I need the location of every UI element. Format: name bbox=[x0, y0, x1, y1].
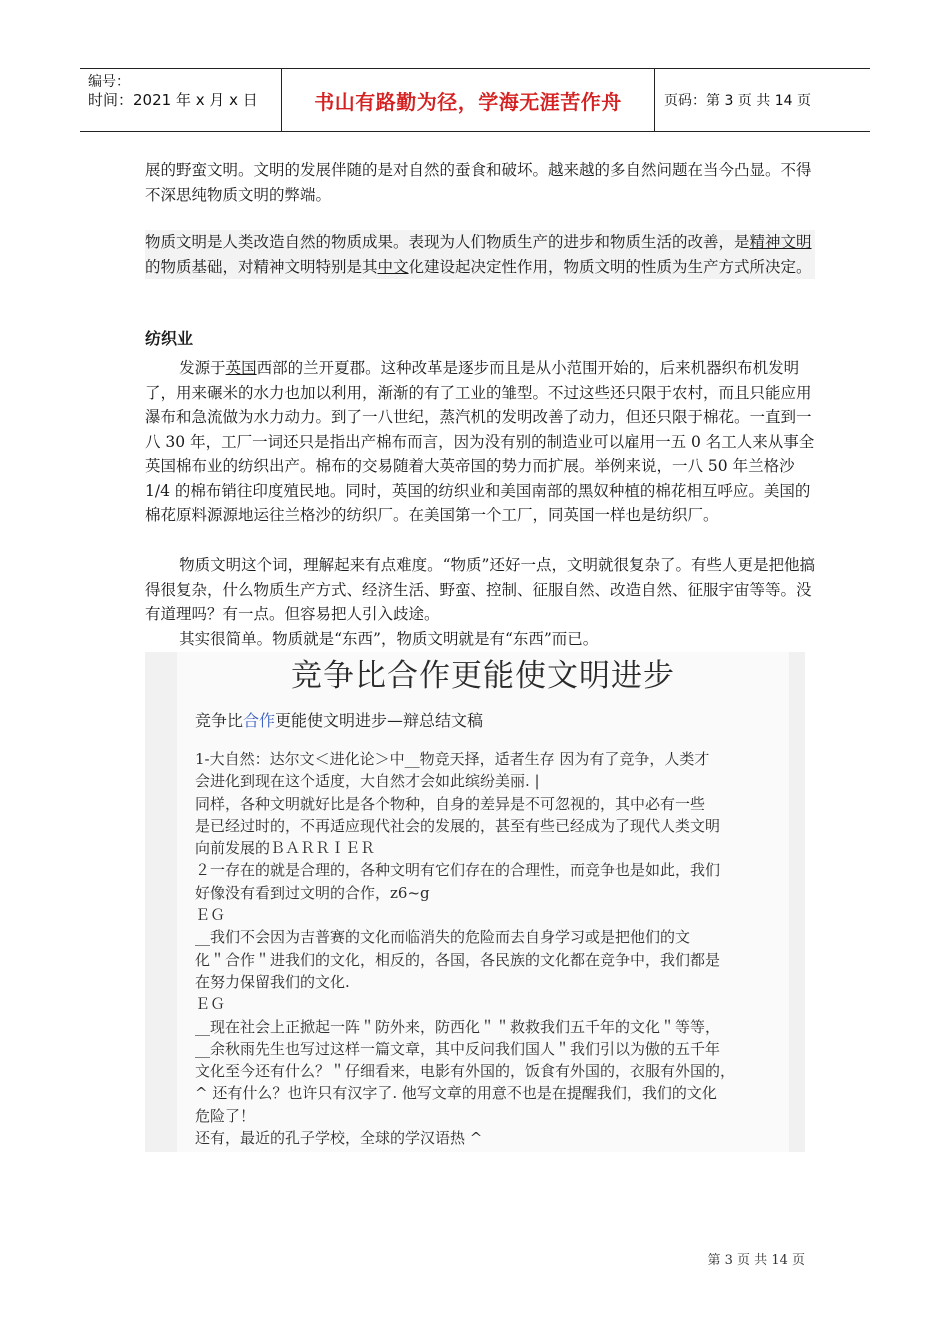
scan-line: 向前发展的ＢＡＲＲＩＥＲ bbox=[195, 839, 376, 858]
scan-line: __我们不会因为吉普赛的文化而临消失的危险而去自身学习或是把他们的文 bbox=[195, 928, 691, 947]
scan-line: 还有，最近的孔子学校，全球的学汉语热 ^ bbox=[195, 1129, 483, 1148]
scan-line: 会进化到现在这个适度，大自然才会如此缤纷美丽. | bbox=[195, 772, 540, 791]
scan-line: ２一存在的就是合理的，各种文明有它们存在的合理性，而竞争也是如此，我们 bbox=[195, 861, 721, 880]
header-right-cell bbox=[654, 69, 870, 131]
paragraph-2-text bbox=[145, 230, 815, 279]
scan-subtitle-part-b: 更能使文明进步—辩总结文稿 bbox=[275, 711, 484, 730]
header-left-cell bbox=[80, 69, 280, 131]
paragraph-1-text: 展的野蛮文明。文明的发展伴随的是对自然的蚕食和破坏。越来越的多自然问题在当今凸显。不得不深思纯物质文明的弊端。 bbox=[145, 161, 812, 204]
document-number: 编号： bbox=[88, 74, 130, 90]
link-zhongwen[interactable]: 中文 bbox=[377, 257, 409, 276]
scan-line: __余秋雨先生也写过这样一篇文章，其中反问我们国人＂我们引以为傲的五千年 bbox=[195, 1039, 721, 1058]
scan-page bbox=[177, 652, 789, 1152]
scan-body bbox=[195, 748, 785, 1149]
document-header bbox=[80, 68, 870, 132]
scan-title: 竞争比合作更能使文明进步 bbox=[291, 658, 675, 694]
scan-line: 在努力保留我们的文化. bbox=[195, 972, 350, 991]
paragraph-3-part-b: 西部的兰开夏郡。这种改革是逐步而且是从小范围开始的，后来机器织布机发明了，用来碾米的水力也加以利用，渐渐的有了工业的雏型。不过这些还只限于农村，而且只能应用瀑布和急流做为水力动力。到了一八世纪，蒸汽机的发明改善了动力，但还只限于棉花。一直到一八 30 年，工厂一词还只是指出产棉布而言，因为没有别的制造业可以雇用一五 0 名工人来从事全英国棉布业的纺织出产。棉布的交易随着大英帝国的势力而扩展。举例来说，一八 50 年兰格沙 1/4 的棉布销往印度殖民地。同时，英国的纺织业和美国南部的黑奴种植的棉花相互呼应。美国的棉花原料源源地运往兰格沙的纺织厂。在美国第一个工厂，同英国一样也是纺织厂。 bbox=[145, 359, 815, 524]
scan-line: 是已经过时的，不再适应现代社会的发展的，甚至有些已经成为了现代人类文明 bbox=[195, 816, 721, 835]
paragraph-5-text: 其实很简单。物质就是“东西”，物质文明就是有“东西”而已。 bbox=[179, 630, 599, 648]
scan-line: 文化至今还有什么？＂仔细看来，电影有外国的，饭食有外国的，衣服有外国的， bbox=[195, 1062, 736, 1081]
paragraph-2-part-a: 物质文明是人类改造自然的物质成果。表现为人们物质生产的进步和物质生活的改善，是 bbox=[145, 233, 750, 251]
scan-line: ＥＧ bbox=[195, 995, 226, 1014]
paragraph-4-text: 物质文明这个词，理解起来有点难度。“物质”还好一点，文明就很复杂了。有些人更是把他搞得很复杂，什么物质生产方式、经济生活、野蛮、控制、征服自然、改造自然、征服宇宙等等。没有道理吗？有一点。但容易把人引入歧途。 bbox=[145, 556, 815, 623]
scan-line: ＥＧ bbox=[195, 906, 226, 925]
page-code: 页码：第 3 页 共 14 页 bbox=[664, 93, 811, 109]
paragraph-3-text bbox=[145, 356, 815, 528]
paragraph-2-part-c: 化建设起决定性作用，物质文明的性质为生产方式所决定。 bbox=[408, 257, 812, 276]
page-footer: 第 3 页 共 14 页 bbox=[707, 1253, 805, 1268]
paragraph-5 bbox=[145, 627, 815, 652]
header-motto: 书山有路勤为径，学海无涯苦作舟 bbox=[314, 89, 622, 114]
scan-line: 危险了！ bbox=[195, 1106, 256, 1125]
document-date: 时间：2021 年 x 月 x 日 bbox=[88, 91, 258, 109]
scan-line: 化＂合作＂进我们的文化，相反的，各国，各民族的文化都在竞争中，我们都是 bbox=[195, 950, 721, 969]
paragraph-2-part-b: 的物质基础，对精神文明特别是其 bbox=[145, 257, 378, 276]
paragraph-4 bbox=[145, 553, 815, 627]
scan-subtitle-link: 合作 bbox=[243, 711, 276, 730]
embedded-scan-image bbox=[145, 652, 805, 1152]
section-heading: 纺织业 bbox=[145, 329, 194, 348]
scan-line: ^ 还有什么？也许只有汉字了. 他写文章的用意不也是在提醒我们，我们的文化 bbox=[195, 1084, 717, 1103]
paragraph-3 bbox=[145, 356, 815, 528]
scan-line: 好像没有看到过文明的合作，z6~g bbox=[195, 883, 430, 902]
scan-line: 同样，各种文明就好比是各个物种，自身的差异是不可忽视的，其中必有一些 bbox=[195, 794, 706, 813]
scan-subtitle bbox=[195, 708, 483, 731]
scan-line: __现在社会上正掀起一阵＂防外来，防西化＂＂救救我们五千年的文化＂等等， bbox=[195, 1017, 721, 1036]
paragraph-3-part-a: 发源于 bbox=[179, 359, 226, 377]
paragraph-2 bbox=[145, 230, 815, 279]
paragraph-1 bbox=[145, 158, 815, 207]
scan-subtitle-part-a: 竞争比 bbox=[195, 711, 244, 730]
link-jingshen-wenming[interactable]: 精神文明 bbox=[749, 233, 812, 251]
link-yingguo[interactable]: 英国 bbox=[225, 359, 257, 377]
scan-line: 1-大自然：达尔文＜进化论＞中__物竞天择，适者生存 因为有了竞争，人类才 bbox=[195, 750, 710, 768]
header-center-cell bbox=[281, 69, 655, 131]
